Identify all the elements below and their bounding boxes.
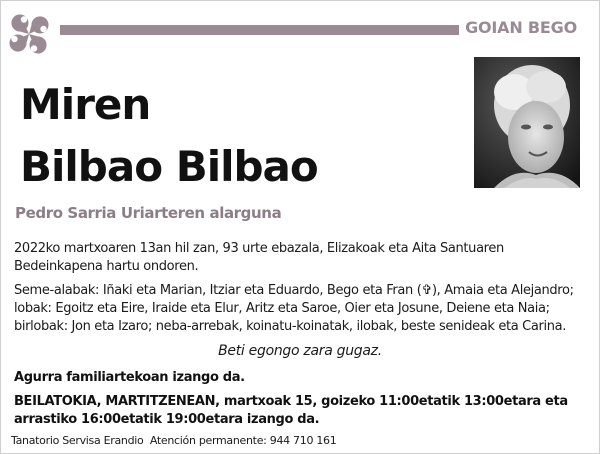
- spouse-relation: Pedro Sarria Uriarteren alarguna: [15, 204, 282, 222]
- farewell-notice: Agurra familiartekoan izango da.: [14, 370, 245, 385]
- deceased-surnames: Bilbao Bilbao: [20, 142, 318, 191]
- portrait-image: [474, 57, 580, 188]
- header-divider-bar: [60, 25, 459, 35]
- family-list: Seme-alabak: Iñaki eta Marian, Itziar eta Eduardo, Bego eta Fran (✞), Amaia eta Alejandro; lobak: Egoitz eta Eire, Iraide eta Elur, Aritz eta Saroe, Oier eta Josune, Deiene eta Naia; birlobak: Jon eta Izaro; neba-arrebak, koinatu-koinatak, ilobak, beste senideak eta Carina.: [14, 283, 574, 334]
- wake-notice: BEILATOKIA, MARTITZENEAN, martxoak 15, goizeko 11:00etatik 13:00etara eta arrastiko 16:00etatik 19:00etara izango da.: [14, 394, 568, 427]
- death-details: 2022ko martxoaren 13an hil zan, 93 urte ebazala, Elizakoak eta Aita Santuaren Bedeinkapena hartu ondoren.: [14, 241, 504, 274]
- deceased-first-name: Miren: [20, 80, 151, 129]
- lauburu-icon: [5, 10, 53, 58]
- funeral-home-footer: Tanatorio Servisa Erandio Atención permanente: 944 710 161: [11, 434, 337, 447]
- memorial-quote: Beti egongo zara gugaz.: [218, 343, 382, 359]
- portrait-photo: [474, 57, 580, 188]
- section-title: GOIAN BEGO: [465, 18, 577, 37]
